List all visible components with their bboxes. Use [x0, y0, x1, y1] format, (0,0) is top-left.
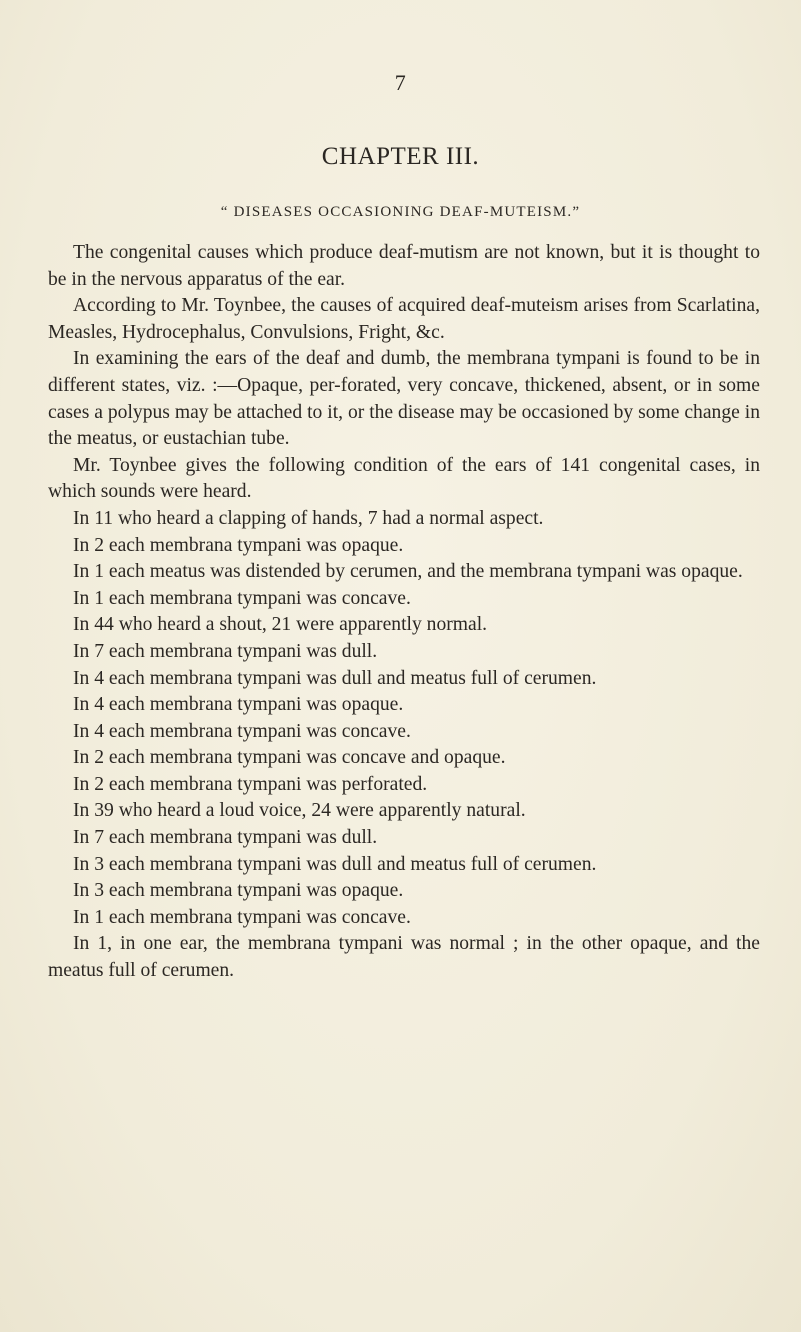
- paragraph: In 44 who heard a shout, 21 were apparently normal.: [73, 614, 488, 636]
- body-text: [48, 240, 760, 985]
- paragraph: In 2 each membrana tympani was concave and opaque.: [73, 747, 506, 769]
- paragraph: According to Mr. Toynbee, the causes of acquired deaf-muteism arises from Scarlatina, Measles, Hydrocephalus, Convulsions, Fright, &c.: [48, 295, 760, 343]
- paragraph: In 7 each membrana tympani was dull.: [73, 640, 378, 662]
- paragraph: In 4 each membrana tympani was opaque.: [73, 694, 404, 716]
- paragraph: In 3 each membrana tympani was opaque.: [73, 880, 404, 902]
- chapter-title: CHAPTER III.: [321, 143, 480, 170]
- paragraph: Mr. Toynbee gives the following condition of the ears of 141 congenital cases, in which sounds were heard.: [48, 454, 760, 503]
- paragraph: In 2 each membrana tympani was perforated.: [73, 773, 428, 795]
- paragraph: In 39 who heard a loud voice, 24 were apparently natural.: [73, 800, 526, 822]
- paragraph: In 2 each membrana tympani was opaque.: [73, 534, 404, 556]
- paragraph: In 1, in one ear, the membrana tympani was normal ; in the other opaque, and the meatus full of cerumen.: [48, 933, 760, 982]
- paragraph: In 1 each meatus was distended by cerumen, and the membrana tympani was opaque.: [73, 561, 743, 583]
- paragraph: In 1 each membrana tympani was concave.: [73, 587, 411, 609]
- paragraph: In 1 each membrana tympani was concave.: [73, 906, 411, 928]
- paragraph: In 3 each membrana tympani was dull and meatus full of cerumen.: [73, 853, 597, 875]
- paragraph: In 11 who heard a clapping of hands, 7 had a normal aspect.: [73, 507, 544, 529]
- paragraph: In 7 each membrana tympani was dull.: [73, 827, 378, 849]
- paragraph: In examining the ears of the deaf and dumb, the membrana tympani is found to be in different states, viz. :—Opaque, per-forated, very concave, thickened, absent, or in some cases a polypus may be attached to it, or the disease may be occasioned by some change in the meatus, or eustachian tube.: [48, 348, 760, 450]
- paragraph: The congenital causes which produce deaf-mutism are not known, but it is thought to be in the nervous apparatus of the ear.: [48, 242, 760, 290]
- chapter-subtitle: “ DISEASES OCCASIONING DEAF-MUTEISM.”: [220, 204, 581, 220]
- paragraph: In 4 each membrana tympani was concave.: [73, 720, 411, 742]
- page-number: 7: [394, 70, 407, 95]
- paragraph: In 4 each membrana tympani was dull and meatus full of cerumen.: [73, 667, 597, 689]
